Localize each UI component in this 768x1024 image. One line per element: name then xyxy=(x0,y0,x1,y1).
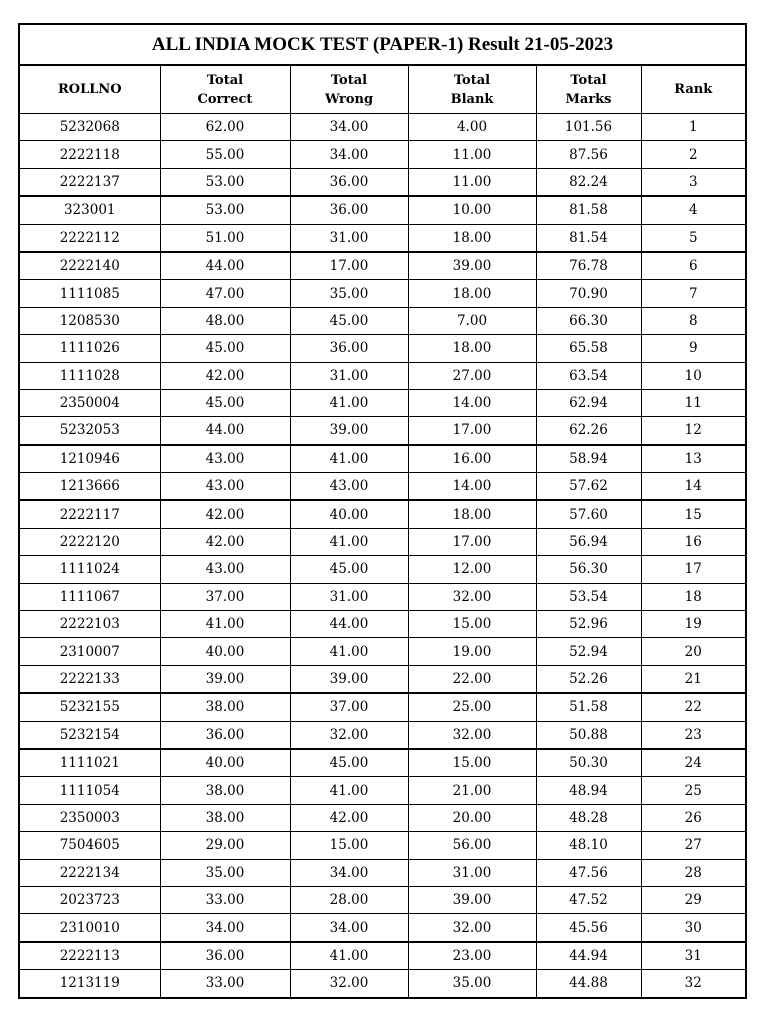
table-cell: 14.00 xyxy=(408,389,536,416)
table-cell: 40.00 xyxy=(160,638,290,665)
table-cell: 1208530 xyxy=(19,307,160,334)
table-cell: 41.00 xyxy=(160,611,290,638)
table-cell: 51.00 xyxy=(160,224,290,252)
table-cell: 2222120 xyxy=(19,528,160,555)
column-header-line1: Total xyxy=(206,72,244,88)
table-cell: 18.00 xyxy=(408,335,536,362)
table-cell: 11 xyxy=(641,389,746,416)
table-cell: 28 xyxy=(641,859,746,886)
table-cell: 55.00 xyxy=(160,141,290,168)
table-cell: 53.00 xyxy=(160,168,290,196)
column-header-line1: Total xyxy=(453,72,491,88)
table-cell: 101.56 xyxy=(536,114,641,141)
table-cell: 34.00 xyxy=(290,859,408,886)
table-cell: 62.26 xyxy=(536,417,641,445)
table-cell: 20 xyxy=(641,638,746,665)
table-cell: 48.10 xyxy=(536,832,641,859)
table-cell: 2 xyxy=(641,141,746,168)
table-cell: 5232155 xyxy=(19,693,160,721)
table-cell: 41.00 xyxy=(290,638,408,665)
table-cell: 22 xyxy=(641,693,746,721)
table-row xyxy=(19,665,746,693)
table-cell: 45.00 xyxy=(290,556,408,583)
table-cell: 58.94 xyxy=(536,445,641,473)
table-cell: 15.00 xyxy=(408,749,536,777)
table-cell: 41.00 xyxy=(290,942,408,970)
table-cell: 45.00 xyxy=(160,389,290,416)
table-cell: 56.00 xyxy=(408,832,536,859)
table-cell: 9 xyxy=(641,335,746,362)
table-cell: 39.00 xyxy=(290,417,408,445)
table-cell: 1213666 xyxy=(19,473,160,501)
table-cell: 52.96 xyxy=(536,611,641,638)
table-cell: 10.00 xyxy=(408,196,536,224)
table-cell: 17.00 xyxy=(290,252,408,280)
table-cell: 39.00 xyxy=(160,665,290,693)
table-row xyxy=(19,528,746,555)
table-row xyxy=(19,335,746,362)
table-cell: 15.00 xyxy=(408,611,536,638)
table-cell: 31.00 xyxy=(290,362,408,389)
table-cell: 50.30 xyxy=(536,749,641,777)
table-cell: 44.00 xyxy=(290,611,408,638)
table-body xyxy=(19,114,746,998)
table-cell: 48.94 xyxy=(536,777,641,804)
table-cell: 29.00 xyxy=(160,832,290,859)
table-cell: 51.58 xyxy=(536,693,641,721)
table-cell: 33.00 xyxy=(160,886,290,913)
table-cell: 4 xyxy=(641,196,746,224)
table-cell: 42.00 xyxy=(160,500,290,528)
table-cell: 1111054 xyxy=(19,777,160,804)
table-cell: 2222118 xyxy=(19,141,160,168)
table-cell: 2222137 xyxy=(19,168,160,196)
table-row xyxy=(19,970,746,998)
table-cell: 37.00 xyxy=(160,583,290,610)
table-cell: 44.88 xyxy=(536,970,641,998)
table-row xyxy=(19,749,746,777)
table-cell: 323001 xyxy=(19,196,160,224)
table-cell: 57.60 xyxy=(536,500,641,528)
table-cell: 21.00 xyxy=(408,777,536,804)
table-cell: 23 xyxy=(641,721,746,749)
table-cell: 42.00 xyxy=(290,804,408,831)
table-cell: 47.52 xyxy=(536,886,641,913)
table-cell: 11.00 xyxy=(408,168,536,196)
column-header-line1: Total xyxy=(570,72,607,88)
table-cell: 8 xyxy=(641,307,746,334)
table-row xyxy=(19,583,746,610)
results-table xyxy=(18,23,747,999)
table-row xyxy=(19,832,746,859)
table-cell: 2310007 xyxy=(19,638,160,665)
table-cell: 66.30 xyxy=(536,307,641,334)
column-header-0 xyxy=(19,65,160,114)
table-cell: 42.00 xyxy=(160,362,290,389)
table-cell: 43.00 xyxy=(160,556,290,583)
column-header-5 xyxy=(641,65,746,114)
table-row xyxy=(19,500,746,528)
table-cell: 39.00 xyxy=(408,252,536,280)
table-cell: 34.00 xyxy=(290,914,408,942)
table-cell: 10 xyxy=(641,362,746,389)
table-row xyxy=(19,556,746,583)
table-cell: 56.94 xyxy=(536,528,641,555)
table-row xyxy=(19,168,746,196)
table-cell: 1111021 xyxy=(19,749,160,777)
table-cell: 62.94 xyxy=(536,389,641,416)
table-row xyxy=(19,445,746,473)
table-cell: 28.00 xyxy=(290,886,408,913)
table-cell: 34.00 xyxy=(290,114,408,141)
table-cell: 19.00 xyxy=(408,638,536,665)
table-cell: 41.00 xyxy=(290,528,408,555)
table-cell: 18.00 xyxy=(408,500,536,528)
table-cell: 2350004 xyxy=(19,389,160,416)
table-cell: 45.00 xyxy=(160,335,290,362)
table-cell: 16.00 xyxy=(408,445,536,473)
header-row xyxy=(19,65,746,114)
table-row xyxy=(19,307,746,334)
table-cell: 7.00 xyxy=(408,307,536,334)
table-cell: 48.00 xyxy=(160,307,290,334)
table-cell: 25.00 xyxy=(408,693,536,721)
table-cell: 32.00 xyxy=(408,914,536,942)
table-cell: 2023723 xyxy=(19,886,160,913)
table-cell: 53.54 xyxy=(536,583,641,610)
table-cell: 18.00 xyxy=(408,224,536,252)
table-cell: 32.00 xyxy=(290,970,408,998)
table-cell: 31.00 xyxy=(290,224,408,252)
table-cell: 32.00 xyxy=(408,721,536,749)
table-cell: 37.00 xyxy=(290,693,408,721)
table-cell: 17 xyxy=(641,556,746,583)
column-header-3 xyxy=(408,65,536,114)
column-header-1 xyxy=(160,65,290,114)
table-cell: 5232053 xyxy=(19,417,160,445)
table-cell: 53.00 xyxy=(160,196,290,224)
table-cell: 34.00 xyxy=(160,914,290,942)
table-cell: 38.00 xyxy=(160,804,290,831)
table-cell: 40.00 xyxy=(290,500,408,528)
table-cell: 2222140 xyxy=(19,252,160,280)
table-cell: 2222117 xyxy=(19,500,160,528)
table-cell: 7 xyxy=(641,280,746,307)
table-cell: 52.94 xyxy=(536,638,641,665)
table-cell: 25 xyxy=(641,777,746,804)
results-sheet xyxy=(18,23,745,999)
table-row xyxy=(19,693,746,721)
table-cell: 4.00 xyxy=(408,114,536,141)
table-cell: 41.00 xyxy=(290,445,408,473)
column-header-line1: Total xyxy=(330,72,368,88)
table-row xyxy=(19,252,746,280)
table-cell: 21 xyxy=(641,665,746,693)
table-cell: 17.00 xyxy=(408,417,536,445)
table-cell: 35.00 xyxy=(408,970,536,998)
table-cell: 44.00 xyxy=(160,252,290,280)
table-cell: 45.00 xyxy=(290,749,408,777)
table-cell: 31.00 xyxy=(408,859,536,886)
table-cell: 31 xyxy=(641,942,746,970)
table-cell: 17.00 xyxy=(408,528,536,555)
table-cell: 20.00 xyxy=(408,804,536,831)
table-cell: 13 xyxy=(641,445,746,473)
table-row xyxy=(19,859,746,886)
table-row xyxy=(19,196,746,224)
table-cell: 15.00 xyxy=(290,832,408,859)
table-row xyxy=(19,224,746,252)
table-cell: 1111028 xyxy=(19,362,160,389)
table-cell: 22.00 xyxy=(408,665,536,693)
table-cell: 5 xyxy=(641,224,746,252)
table-row xyxy=(19,389,746,416)
table-cell: 76.78 xyxy=(536,252,641,280)
table-cell: 50.88 xyxy=(536,721,641,749)
table-row xyxy=(19,638,746,665)
table-cell: 45.56 xyxy=(536,914,641,942)
table-cell: 12 xyxy=(641,417,746,445)
table-cell: 6 xyxy=(641,252,746,280)
table-cell: 38.00 xyxy=(160,777,290,804)
column-header-line1: Rank xyxy=(674,82,713,97)
table-cell: 11.00 xyxy=(408,141,536,168)
table-cell: 32.00 xyxy=(290,721,408,749)
table-cell: 27 xyxy=(641,832,746,859)
table-cell: 39.00 xyxy=(408,886,536,913)
table-cell: 1 xyxy=(641,114,746,141)
table-cell: 87.56 xyxy=(536,141,641,168)
table-row xyxy=(19,721,746,749)
table-cell: 36.00 xyxy=(290,196,408,224)
table-cell: 43.00 xyxy=(160,473,290,501)
table-cell: 14 xyxy=(641,473,746,501)
table-cell: 12.00 xyxy=(408,556,536,583)
table-cell: 43.00 xyxy=(290,473,408,501)
table-cell: 14.00 xyxy=(408,473,536,501)
table-cell: 81.54 xyxy=(536,224,641,252)
table-cell: 23.00 xyxy=(408,942,536,970)
table-cell: 56.30 xyxy=(536,556,641,583)
table-cell: 35.00 xyxy=(160,859,290,886)
table-cell: 48.28 xyxy=(536,804,641,831)
table-cell: 26 xyxy=(641,804,746,831)
table-cell: 18.00 xyxy=(408,280,536,307)
table-cell: 47.00 xyxy=(160,280,290,307)
table-cell: 82.24 xyxy=(536,168,641,196)
column-header-line2: Correct xyxy=(197,91,253,107)
table-cell: 40.00 xyxy=(160,749,290,777)
table-cell: 1213119 xyxy=(19,970,160,998)
table-cell: 34.00 xyxy=(290,141,408,168)
table-cell: 32 xyxy=(641,970,746,998)
table-cell: 44.94 xyxy=(536,942,641,970)
table-cell: 45.00 xyxy=(290,307,408,334)
column-header-line2: Marks xyxy=(565,91,612,107)
table-cell: 62.00 xyxy=(160,114,290,141)
column-header-line2: Wrong xyxy=(324,91,374,107)
table-cell: 1111026 xyxy=(19,335,160,362)
table-cell: 81.58 xyxy=(536,196,641,224)
table-row xyxy=(19,886,746,913)
table-cell: 30 xyxy=(641,914,746,942)
table-cell: 2222133 xyxy=(19,665,160,693)
table-row xyxy=(19,777,746,804)
table-row xyxy=(19,473,746,501)
table-cell: 65.58 xyxy=(536,335,641,362)
table-row xyxy=(19,362,746,389)
table-cell: 36.00 xyxy=(160,942,290,970)
page-title: ALL INDIA MOCK TEST (PAPER-1) Result 21-05-2023 xyxy=(19,24,746,65)
table-cell: 41.00 xyxy=(290,777,408,804)
table-row xyxy=(19,611,746,638)
table-cell: 3 xyxy=(641,168,746,196)
table-cell: 18 xyxy=(641,583,746,610)
table-cell: 7504605 xyxy=(19,832,160,859)
table-row xyxy=(19,804,746,831)
table-cell: 32.00 xyxy=(408,583,536,610)
table-cell: 16 xyxy=(641,528,746,555)
table-cell: 35.00 xyxy=(290,280,408,307)
table-row xyxy=(19,280,746,307)
table-row xyxy=(19,914,746,942)
column-header-line2: Blank xyxy=(450,91,494,107)
table-cell: 41.00 xyxy=(290,389,408,416)
table-cell: 2350003 xyxy=(19,804,160,831)
table-cell: 19 xyxy=(641,611,746,638)
table-cell: 47.56 xyxy=(536,859,641,886)
table-cell: 2222113 xyxy=(19,942,160,970)
table-cell: 2222103 xyxy=(19,611,160,638)
table-cell: 57.62 xyxy=(536,473,641,501)
table-cell: 5232068 xyxy=(19,114,160,141)
table-cell: 63.54 xyxy=(536,362,641,389)
table-row xyxy=(19,942,746,970)
table-cell: 33.00 xyxy=(160,970,290,998)
table-cell: 39.00 xyxy=(290,665,408,693)
table-cell: 42.00 xyxy=(160,528,290,555)
table-cell: 5232154 xyxy=(19,721,160,749)
table-cell: 43.00 xyxy=(160,445,290,473)
table-cell: 1210946 xyxy=(19,445,160,473)
column-header-4 xyxy=(536,65,641,114)
table-cell: 1111067 xyxy=(19,583,160,610)
table-cell: 36.00 xyxy=(290,168,408,196)
table-cell: 2310010 xyxy=(19,914,160,942)
table-cell: 31.00 xyxy=(290,583,408,610)
table-cell: 27.00 xyxy=(408,362,536,389)
table-row xyxy=(19,141,746,168)
table-cell: 70.90 xyxy=(536,280,641,307)
table-cell: 15 xyxy=(641,500,746,528)
column-header-2 xyxy=(290,65,408,114)
table-cell: 36.00 xyxy=(160,721,290,749)
table-row xyxy=(19,417,746,445)
table-cell: 44.00 xyxy=(160,417,290,445)
table-cell: 29 xyxy=(641,886,746,913)
table-cell: 52.26 xyxy=(536,665,641,693)
table-cell: 24 xyxy=(641,749,746,777)
table-cell: 38.00 xyxy=(160,693,290,721)
column-header-line1: ROLLNO xyxy=(57,82,122,97)
table-row xyxy=(19,114,746,141)
table-cell: 1111085 xyxy=(19,280,160,307)
table-cell: 36.00 xyxy=(290,335,408,362)
table-cell: 1111024 xyxy=(19,556,160,583)
table-cell: 2222134 xyxy=(19,859,160,886)
table-cell: 2222112 xyxy=(19,224,160,252)
